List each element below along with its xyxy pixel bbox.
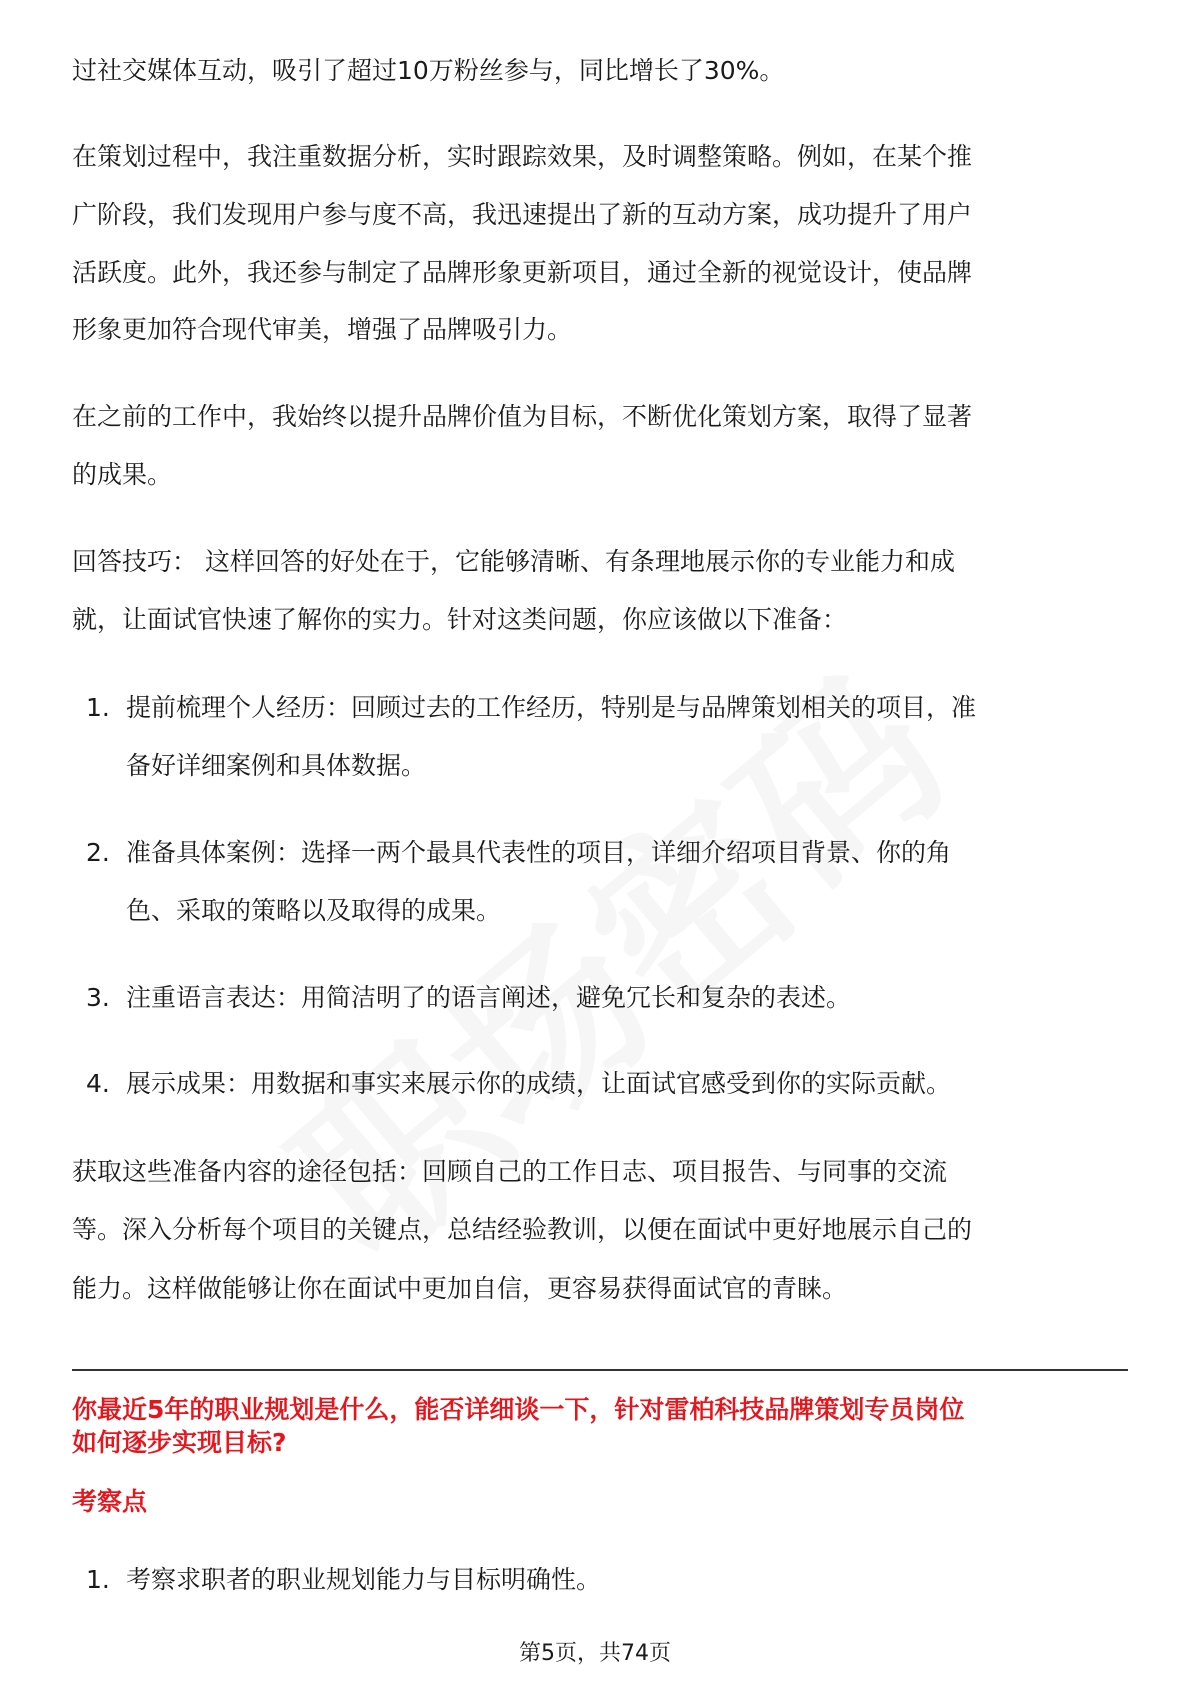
list-item xyxy=(86,693,976,723)
paragraph-line: 就，让面试官快速了解你的实力。针对这类问题，你应该做以下准备： xyxy=(72,605,848,634)
list-item xyxy=(86,1565,601,1595)
paragraph-line: 等。深入分析每个项目的关键点，总结经验教训，以便在面试中更好地展示自己的 xyxy=(72,1215,973,1244)
paragraph-line: 在之前的工作中，我始终以提升品牌价值为目标，不断优化策划方案，取得了显著 xyxy=(72,402,973,431)
paragraph-line: 过社交媒体互动，吸引了超过10万粉丝参与，同比增长了30%。 xyxy=(72,56,785,85)
paragraph-line: 回答技巧： 这样回答的好处在于，它能够清晰、有条理地展示你的专业能力和成 xyxy=(72,547,955,576)
list-item-continuation: 色、采取的策略以及取得的成果。 xyxy=(126,896,502,925)
list-text: 准备具体案例：选择一两个最具代表性的项目，详细介绍项目背景、你的角 xyxy=(126,838,952,867)
divider xyxy=(72,1369,1128,1371)
list-item xyxy=(86,983,851,1013)
paragraph-line: 形象更加符合现代审美，增强了品牌吸引力。 xyxy=(72,315,573,344)
list-item xyxy=(86,838,951,868)
list-text: 展示成果：用数据和事实来展示你的成绩，让面试官感受到你的实际贡献。 xyxy=(126,1069,952,1098)
list-item xyxy=(86,1069,951,1099)
list-number: 1. xyxy=(86,1565,110,1594)
list-number: 2. xyxy=(86,838,110,867)
paragraph-line: 广阶段，我们发现用户参与度不高，我迅速提出了新的互动方案，成功提升了用户 xyxy=(72,200,973,229)
section-title: 考察点 xyxy=(72,1487,148,1516)
page-number: 第5页，共74页 xyxy=(519,1641,671,1666)
list-text: 提前梳理个人经历：回顾过去的工作经历，特别是与品牌策划相关的项目，准 xyxy=(126,693,977,722)
question-heading: 你最近5年的职业规划是什么，能否详细谈一下，针对雷柏科技品牌策划专员岗位 xyxy=(72,1395,965,1424)
list-item-continuation: 备好详细案例和具体数据。 xyxy=(126,751,427,780)
question-heading: 如何逐步实现目标? xyxy=(72,1428,287,1457)
list-text: 注重语言表达：用简洁明了的语言阐述，避免冗长和复杂的表述。 xyxy=(126,983,852,1012)
list-number: 3. xyxy=(86,983,110,1012)
list-number: 1. xyxy=(86,693,110,722)
paragraph-line: 的成果。 xyxy=(72,460,173,489)
paragraph-line: 活跃度。此外，我还参与制定了品牌形象更新项目，通过全新的视觉设计，使品牌 xyxy=(72,258,973,287)
list-number: 4. xyxy=(86,1069,110,1098)
list-text: 考察求职者的职业规划能力与目标明确性。 xyxy=(126,1565,602,1594)
paragraph-line: 获取这些准备内容的途径包括：回顾自己的工作日志、项目报告、与同事的交流 xyxy=(72,1157,948,1186)
paragraph-line: 能力。这样做能够让你在面试中更加自信，更容易获得面试官的青睐。 xyxy=(72,1274,848,1303)
paragraph-line: 在策划过程中，我注重数据分析，实时跟踪效果，及时调整策略。例如，在某个推 xyxy=(72,142,973,171)
